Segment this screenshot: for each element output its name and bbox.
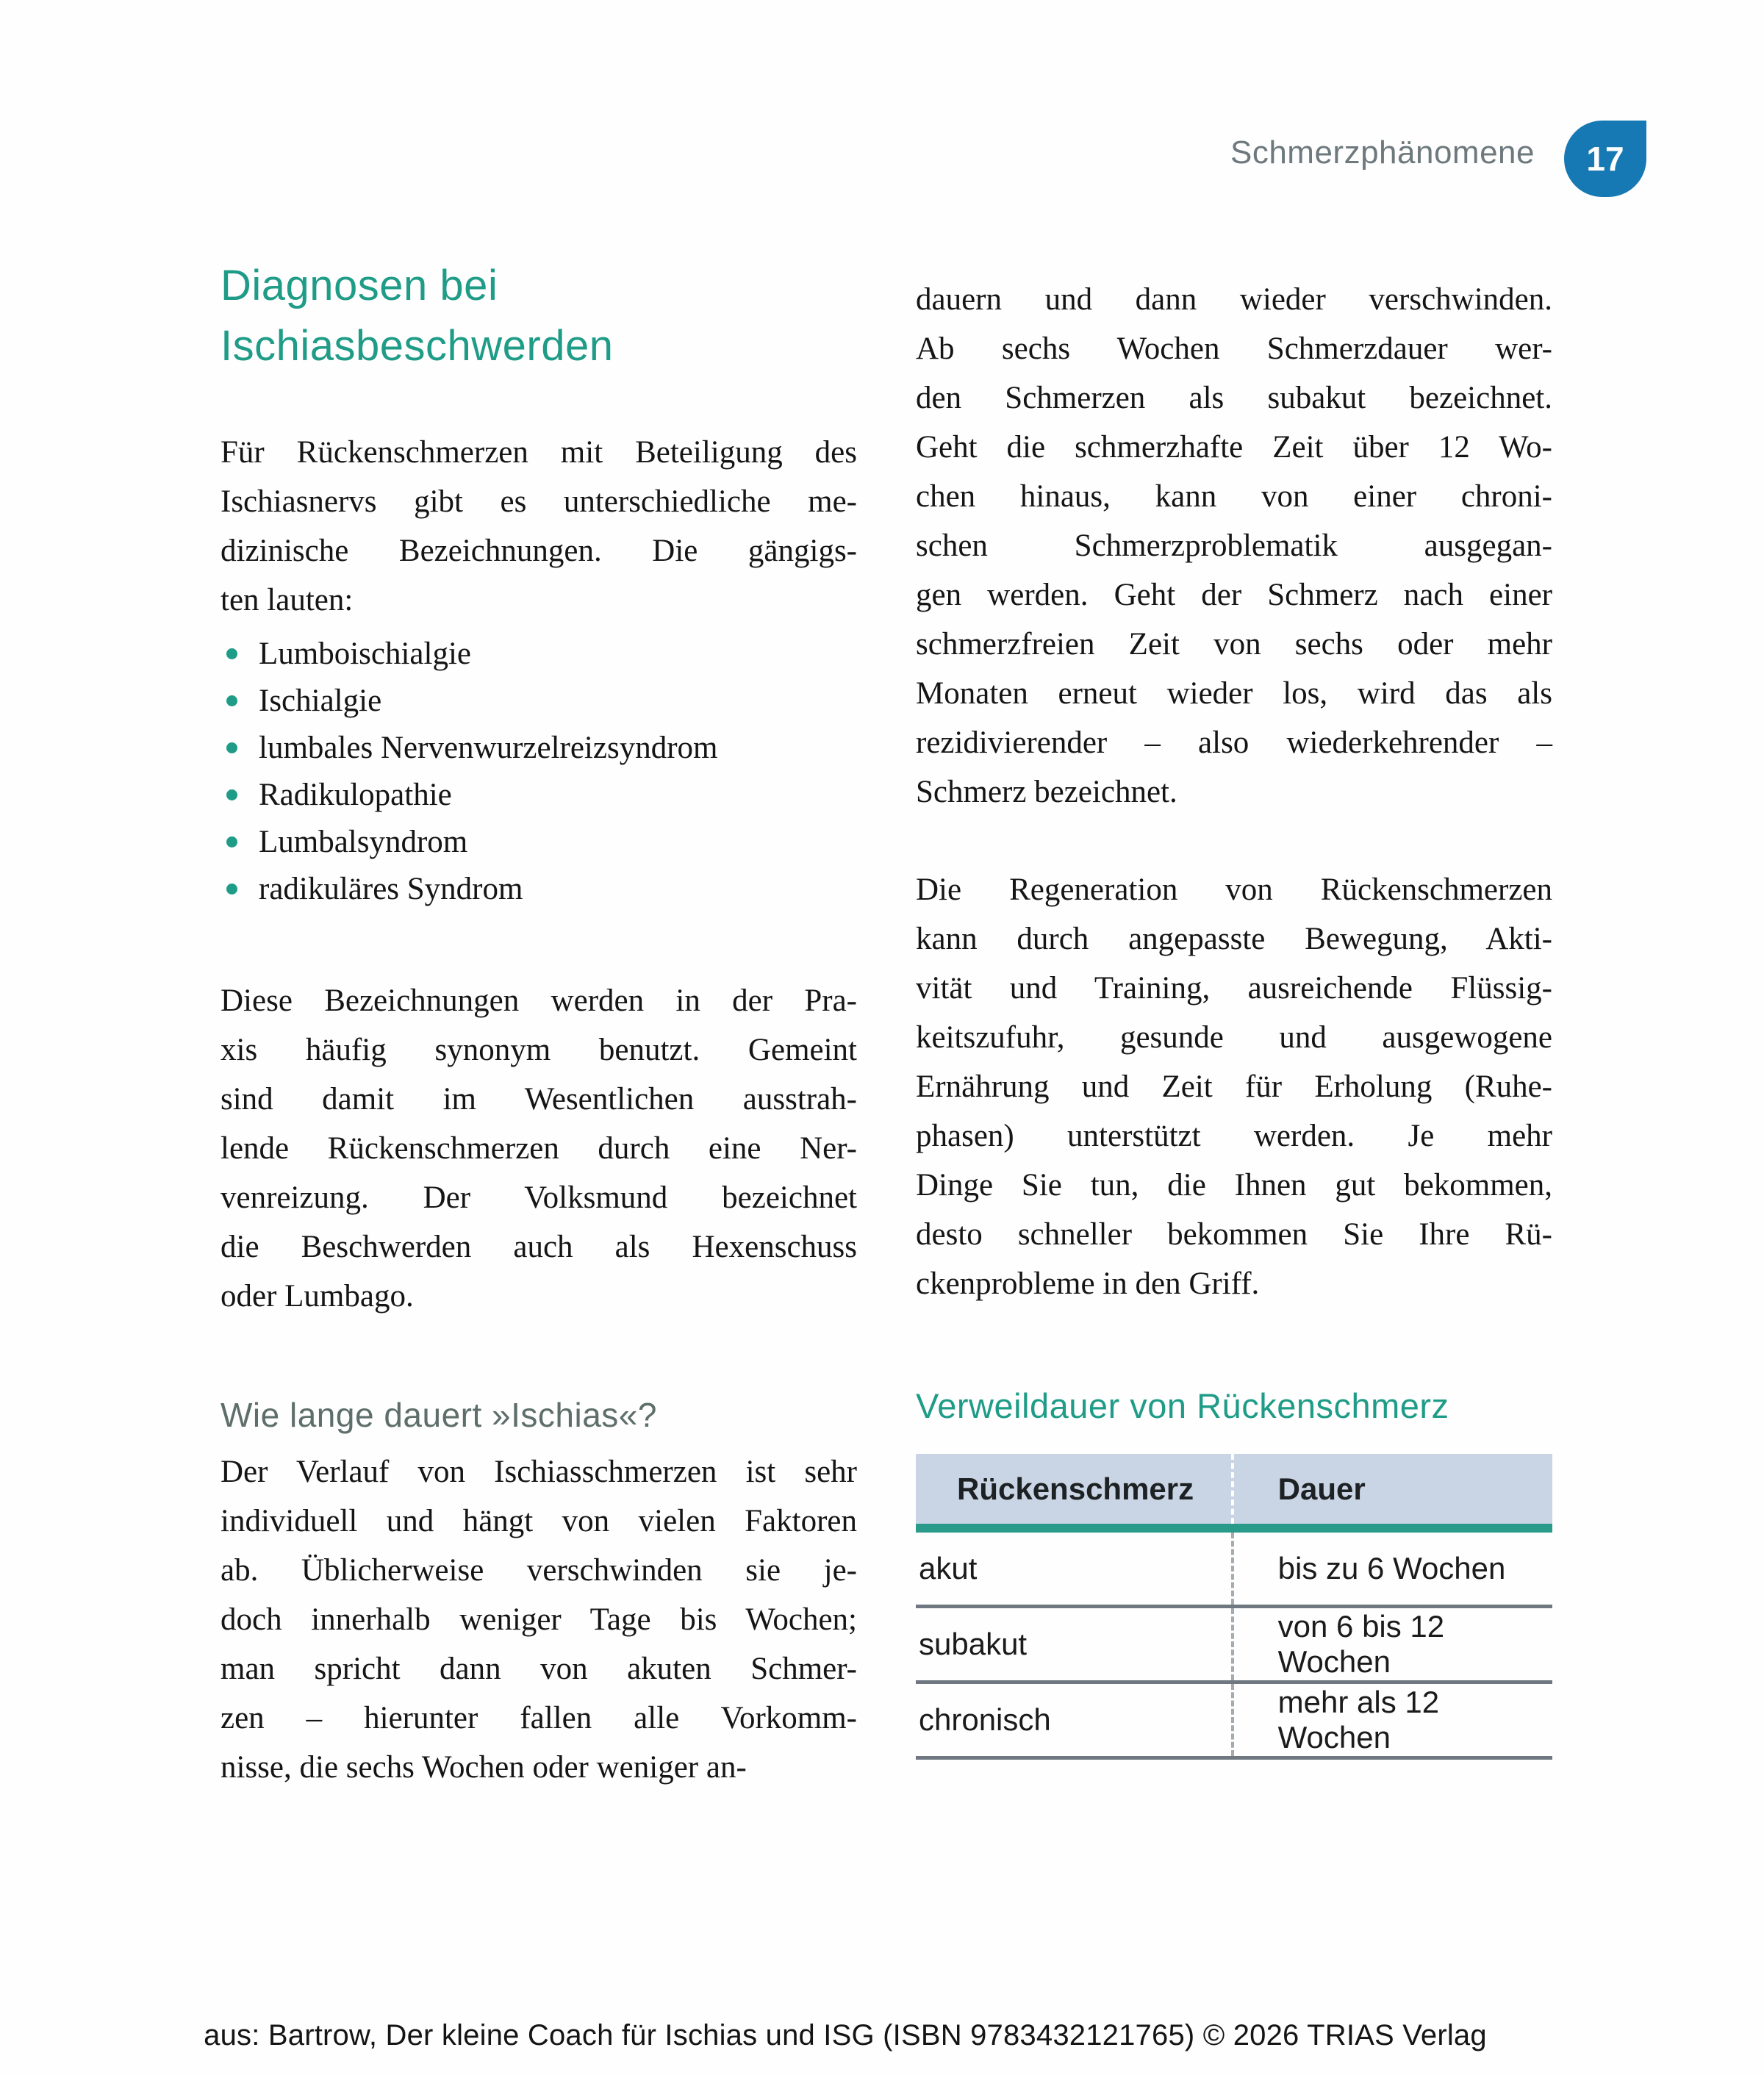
title-line: Ischiasbeschwerden xyxy=(220,322,614,370)
line: schen Schmerzproblematik ausgegan- xyxy=(916,528,1552,563)
line: kann durch angepasste Bewegung, Akti- xyxy=(916,922,1552,956)
line: phasen) unterstützt werden. Je mehr xyxy=(916,1119,1552,1153)
line: lende Rückenschmerzen durch eine Ner- xyxy=(220,1131,857,1166)
line: Diese Bezeichnungen werden in der Pra- xyxy=(220,983,857,1018)
pain-duration-table xyxy=(916,1454,1552,1760)
page-number-badge xyxy=(1564,121,1646,197)
table-body xyxy=(916,1533,1552,1760)
line: Die Regeneration von Rückenschmerzen xyxy=(916,872,1552,907)
diagnosis-bullet-list xyxy=(220,631,857,913)
line: dizinische Bezeichnungen. Die gängigs- xyxy=(220,534,857,568)
line: zen – hierunter fallen alle Vorkomm- xyxy=(220,1701,857,1735)
line: nisse, die sechs Wochen oder weniger an- xyxy=(220,1750,747,1785)
line: chen hinaus, kann von einer chroni- xyxy=(916,479,1552,514)
line: schmerzfreien Zeit von sechs oder mehr xyxy=(916,627,1552,662)
table-row-cell: bis zu 6 Wochen xyxy=(1231,1533,1552,1605)
page-number: 17 xyxy=(1586,140,1624,178)
paragraph-diagnoses-intro xyxy=(220,428,857,625)
table-row xyxy=(916,1533,1552,1605)
line: xis häufig synonym benutzt. Gemeint xyxy=(220,1033,857,1067)
line: Ab sechs Wochen Schmerzdauer wer- xyxy=(916,332,1552,366)
line: Für Rückenschmerzen mit Beteiligung des xyxy=(220,435,857,470)
line: oder Lumbago. xyxy=(220,1279,414,1314)
line: vität und Training, ausreichende Flüssig- xyxy=(916,971,1552,1006)
bullet-item: Lumboischialgie xyxy=(220,631,857,678)
table-row-cell: mehr als 12 Wochen xyxy=(1231,1684,1552,1756)
line: Ischiasnervs gibt es unterschiedliche me- xyxy=(220,484,857,519)
left-column xyxy=(220,256,857,1792)
paragraph-course-of-pain xyxy=(220,1447,857,1792)
paragraph-synonyms xyxy=(220,976,857,1321)
table-row-cell: chronisch xyxy=(919,1702,1051,1737)
table-header-rueckenschmerz: Rückenschmerz xyxy=(957,1471,1194,1506)
subheading-duration-question: Wie lange dauert »Ischias«? xyxy=(220,1396,657,1434)
table-row xyxy=(916,1605,1552,1680)
line: rezidivierender – also wiederkehrender – xyxy=(916,725,1552,760)
line: dauern und dann wieder verschwinden. xyxy=(916,282,1552,317)
line: doch innerhalb weniger Tage bis Wochen; xyxy=(220,1602,857,1637)
line: Der Verlauf von Ischiasschmerzen ist sehr xyxy=(220,1455,857,1489)
bullet-item: Lumbalsyndrom xyxy=(220,819,857,866)
table-title: Verweildauer von Rückenschmerz xyxy=(916,1386,1449,1425)
line: die Beschwerden auch als Hexenschuss xyxy=(220,1230,857,1264)
bullet-item: Radikulopathie xyxy=(220,772,857,819)
line: Ernährung und Zeit für Erholung (Ruhe- xyxy=(916,1069,1552,1104)
footer-credit-line: aus: Bartrow, Der kleine Coach für Ischias und ISG (ISBN 9783432121765) © 2026 TRIAS Verlag xyxy=(204,2019,1487,2051)
line: gen werden. Geht der Schmerz nach einer xyxy=(916,578,1552,612)
bullet-item: radikuläres Syndrom xyxy=(220,866,857,913)
line: Dinge Sie tun, die Ihnen gut bekommen, xyxy=(916,1168,1552,1203)
paragraph-regeneration xyxy=(916,865,1552,1308)
table-header-row xyxy=(916,1454,1552,1533)
table-header-dauer: Dauer xyxy=(1231,1454,1552,1524)
table-row-cell: subakut xyxy=(919,1627,1028,1661)
table-row xyxy=(916,1680,1552,1756)
bullet-item: Ischialgie xyxy=(220,678,857,725)
line: Monaten erneut wieder los, wird das als xyxy=(916,676,1552,711)
line: man spricht dann von akuten Schmer- xyxy=(220,1652,857,1686)
right-column xyxy=(916,275,1552,1760)
line: desto schneller bekommen Sie Ihre Rü- xyxy=(916,1217,1552,1252)
line: sind damit im Wesentlichen ausstrah- xyxy=(220,1082,857,1117)
line: keitszufuhr, gesunde und ausgewogene xyxy=(916,1020,1552,1055)
table-row-cell: von 6 bis 12 Wochen xyxy=(1231,1608,1552,1680)
line: Schmerz bezeichnet. xyxy=(916,775,1177,809)
line: venreizung. Der Volksmund bezeichnet xyxy=(220,1180,857,1215)
bullet-item: lumbales Nervenwurzelreizsyndrom xyxy=(220,725,857,772)
table-row-cell: akut xyxy=(919,1551,978,1585)
chapter-title xyxy=(220,256,857,376)
title-line: Diagnosen bei xyxy=(220,262,498,309)
line: ab. Üblicherweise verschwinden sie je- xyxy=(220,1553,857,1588)
running-head-section-label: Schmerzphänomene xyxy=(1230,135,1535,171)
line: individuell und hängt von vielen Faktoren xyxy=(220,1504,857,1538)
line: ten lauten: xyxy=(220,583,354,617)
line: den Schmerzen als subakut bezeichnet. xyxy=(916,381,1552,415)
paragraph-pain-duration xyxy=(916,275,1552,817)
line: ckenprobleme in den Griff. xyxy=(916,1266,1260,1301)
line: Geht die schmerzhafte Zeit über 12 Wo- xyxy=(916,430,1552,465)
